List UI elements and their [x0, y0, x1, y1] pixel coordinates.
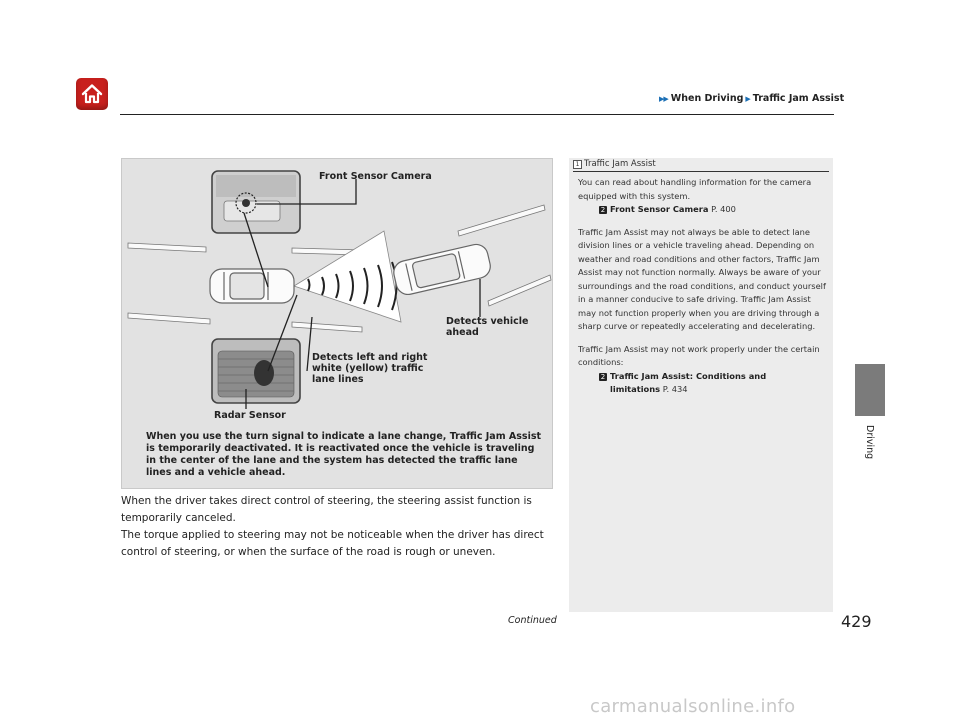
home-icon	[80, 82, 104, 106]
sidebar-note	[569, 158, 833, 612]
section-tab-label: Driving	[864, 425, 875, 460]
xref-conditions-and-limitations[interactable]: 2 Traffic Jam Assist: Conditions and limitations P. 434	[600, 370, 767, 394]
traffic-jam-assist-illustration	[121, 158, 553, 489]
breadcrumb	[659, 93, 844, 104]
xref-front-sensor-camera[interactable]: 2 Front Sensor Camera P. 400	[600, 204, 736, 214]
sidebar-rule	[573, 171, 829, 172]
turn-signal-note: When you use the turn signal to indicate a lane change, Traffic Jam Assist is temporarily deactivated. It is reactivated once the vehicle is traveling in the center of the lane and the system has detected the traffic lane lines and a vehicle ahead.	[146, 431, 542, 478]
radar-sensor-label: Radar Sensor	[214, 410, 286, 421]
home-button[interactable]	[76, 78, 108, 110]
sidebar-body: You can read about handling information for the camera equipped with this system. 2 Front Sensor Camera P. 400 Traffic Jam Assist may not always be able to detect lane division lines or a vehicle traveling ahead. Depending on weather and road conditions and other factors, Traffic Jam Assist may not function normally. Always be aware of your surroundings and the road conditions, and conduct yourself in a manner conducive to safe driving. Traffic Jam Assist may not function properly when you are driving through a sharp curve or repeatedly accelerating and decelerating. Traffic Jam Assist may not work properly under the certain conditions: 2 Traffic Jam Assist: Conditions and limitations P. 434	[578, 176, 828, 397]
front-sensor-camera-label: Front Sensor Camera	[319, 171, 432, 182]
own-car	[210, 269, 294, 303]
breadcrumb-arrow-icon: ▶▶	[659, 95, 668, 103]
body-paragraph: The torque applied to steering may not be noticeable when the driver has direct control of steering, or when the surface of the road is rough or uneven.	[121, 529, 544, 558]
breadcrumb-item-traffic-jam-assist[interactable]: Traffic Jam Assist	[752, 93, 845, 104]
watermark: carmanualsonline.info	[590, 696, 796, 717]
detects-lane-lines-label: Detects left and right white (yellow) traffic lane lines	[312, 352, 428, 385]
note-marker-icon: 1	[573, 160, 582, 169]
breadcrumb-item-when-driving[interactable]: When Driving	[670, 93, 744, 104]
xref-arrow-icon: 2	[600, 206, 606, 214]
detects-vehicle-ahead-label: Detects vehicle ahead	[446, 316, 529, 338]
section-tab-marker	[855, 364, 885, 416]
page-number: 429	[841, 612, 872, 631]
breadcrumb-arrow-icon: ▶	[745, 95, 750, 103]
body-text	[121, 493, 551, 561]
continued-label: Continued	[508, 615, 557, 626]
xref-arrow-icon: 2	[600, 372, 606, 381]
sidebar-title: 1 Traffic Jam Assist	[573, 159, 656, 169]
body-paragraph: When the driver takes direct control of steering, the steering assist function is temporarily canceled.	[121, 495, 532, 524]
header-rule	[120, 114, 834, 115]
